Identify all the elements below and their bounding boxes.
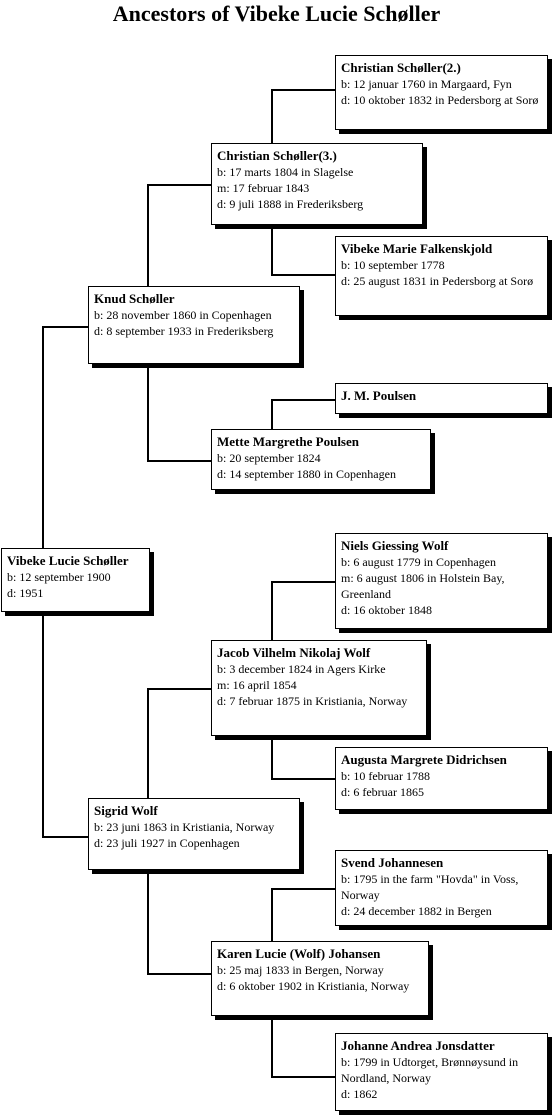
person-detail: b: 1795 in the farm "Hovda" in Voss, Norway [341, 872, 519, 902]
person-detail: b: 10 februar 1788 [341, 769, 430, 783]
person-detail: d: 8 september 1933 in Frederiksberg [94, 324, 274, 338]
connector-line [271, 778, 335, 780]
person-detail: b: 12 januar 1760 in Margaard, Fyn [341, 77, 512, 91]
connector-line [271, 1076, 335, 1078]
person-box-mfm [335, 747, 548, 810]
connector-line [271, 225, 273, 276]
connector-line [271, 274, 335, 276]
person-name: Mette Margrethe Poulsen [217, 434, 359, 449]
person-detail: d: 25 august 1831 in Pedersborg at Sorø [341, 274, 534, 288]
connector-line [271, 581, 335, 583]
person-name: Karen Lucie (Wolf) Johansen [217, 946, 381, 961]
person-name: Niels Giessing Wolf [341, 538, 449, 553]
person-detail: d: 6 februar 1865 [341, 785, 424, 799]
person-name: Johanne Andrea Jonsdatter [341, 1038, 495, 1053]
connector-line [147, 460, 211, 462]
person-detail: b: 28 november 1860 in Copenhagen [94, 308, 272, 322]
person-box-ffm [335, 236, 548, 316]
person-detail: m: 16 april 1854 [217, 678, 297, 692]
person-name: Sigrid Wolf [94, 803, 158, 818]
person-box-fmf [335, 383, 548, 414]
connector-line [271, 89, 273, 143]
connector-line [271, 89, 335, 91]
person-name: Christian Schøller(3.) [217, 148, 337, 163]
person-name: Christian Schøller(2.) [341, 60, 461, 75]
person-detail: b: 20 september 1824 [217, 451, 321, 465]
connector-line [147, 184, 211, 186]
person-detail: b: 23 juni 1863 in Kristiania, Norway [94, 820, 275, 834]
person-box-mff [335, 533, 548, 629]
connector-line [147, 688, 211, 690]
person-name: Vibeke Marie Falkenskjold [341, 241, 493, 256]
connector-line [271, 888, 273, 941]
person-box-paternal-grandmother [211, 429, 431, 490]
connector-line [271, 888, 335, 890]
connector-line [271, 399, 273, 429]
person-box-fff [335, 55, 548, 130]
person-detail: b: 10 september 1778 [341, 258, 445, 272]
person-box-mother [88, 798, 300, 870]
person-detail: d: 16 oktober 1848 [341, 603, 432, 617]
person-detail: d: 24 december 1882 in Bergen [341, 904, 492, 918]
connector-line [271, 581, 273, 640]
person-box-maternal-grandfather [211, 640, 427, 736]
person-box-father [88, 286, 300, 364]
person-box-paternal-grandfather [211, 143, 423, 225]
person-detail: d: 7 februar 1875 in Kristiania, Norway [217, 694, 408, 708]
person-name: Augusta Margrete Didrichsen [341, 752, 507, 767]
page-title: Ancestors of Vibeke Lucie Schøller [112, 1, 441, 26]
connector-line [147, 973, 211, 975]
person-detail: d: 9 juli 1888 in Frederiksberg [217, 197, 364, 211]
connector-line [42, 326, 88, 328]
person-name: J. M. Poulsen [341, 388, 417, 403]
person-detail: b: 25 maj 1833 in Bergen, Norway [217, 963, 384, 977]
person-detail: d: 14 september 1880 in Copenhagen [217, 467, 396, 481]
person-detail: d: 1862 [341, 1087, 378, 1101]
connector-line [147, 184, 149, 286]
person-detail: b: 3 december 1824 in Agers Kirke [217, 662, 386, 676]
person-detail: b: 12 september 1900 [7, 570, 111, 584]
person-name: Vibeke Lucie Schøller [7, 553, 129, 568]
person-detail: b: 1799 in Udtorget, Brønnøysund in Nordland, Norway [341, 1055, 519, 1085]
person-box-root [1, 548, 150, 612]
connector-line [271, 399, 335, 401]
connector-line [42, 836, 88, 838]
person-detail: b: 6 august 1779 in Copenhagen [341, 555, 496, 569]
connector-line [271, 736, 273, 780]
person-box-mmf [335, 850, 548, 926]
connector-line [42, 326, 44, 548]
person-detail: d: 23 juli 1927 in Copenhagen [94, 836, 240, 850]
person-name: Jacob Vilhelm Nikolaj Wolf [217, 645, 371, 660]
person-detail: m: 6 august 1806 in Holstein Bay, Greenland [341, 571, 505, 601]
connector-line [147, 364, 149, 462]
person-detail: d: 1951 [7, 586, 44, 600]
person-detail: b: 17 marts 1804 in Slagelse [217, 165, 354, 179]
person-name: Svend Johannesen [341, 855, 444, 870]
person-name: Knud Schøller [94, 291, 175, 306]
connector-line [42, 612, 44, 838]
person-detail: d: 6 oktober 1902 in Kristiania, Norway [217, 979, 410, 993]
person-box-mmm [335, 1033, 548, 1111]
person-detail: m: 17 februar 1843 [217, 181, 310, 195]
person-detail: d: 10 oktober 1832 in Pedersborg at Sorø [341, 93, 539, 107]
connector-line [147, 870, 149, 975]
connector-line [147, 688, 149, 798]
connector-line [271, 1016, 273, 1078]
person-box-maternal-grandmother [211, 941, 429, 1016]
